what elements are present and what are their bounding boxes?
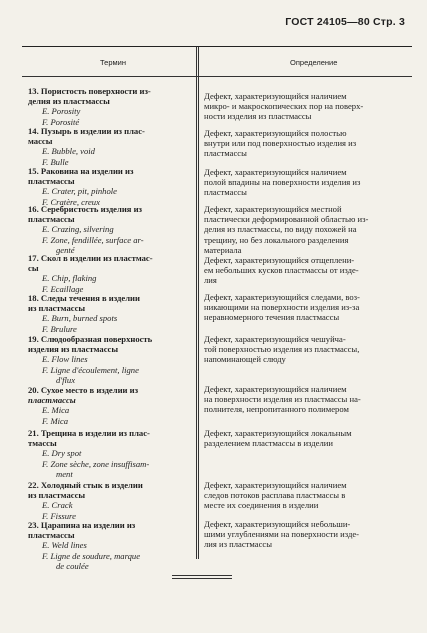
definition-line: пластмассы (204, 148, 247, 159)
page-header: ГОСТ 24105—80 Стр. 3 (285, 16, 405, 28)
definition-line: Дефект, характеризующийся наличием (204, 480, 347, 490)
definition-line: трещину, но без локального разделения (204, 234, 349, 245)
definition-line: пластически деформированной областью из- (204, 214, 369, 225)
definition-entry (204, 384, 404, 415)
term-french: F. Ligne d'écoulement, ligne (42, 364, 139, 375)
term-entry (28, 204, 192, 255)
definition-entry (204, 128, 404, 159)
definition-entry (204, 204, 404, 255)
definition-line: полнителя, непропитанного полимером (204, 404, 349, 415)
definition-line: Дефект, характеризующийся наличием (204, 167, 347, 177)
term-french: F. Bulle (42, 156, 69, 167)
term-french: F. Zone sèche, zone insuffisam- (42, 458, 150, 469)
term-english: E. Flow lines (42, 354, 88, 365)
term-entry (28, 166, 192, 207)
term-title-line: 14. Пузырь в изделии из плас- (28, 126, 145, 136)
column-header-term: Термин (100, 58, 126, 67)
footer-rule (172, 575, 232, 576)
definition-entry (204, 292, 404, 323)
definition-line: Дефект, характеризующийся чешуйча- (204, 334, 346, 344)
definition-line: Дефект, характеризующийся следами, воз- (204, 292, 360, 302)
term-english: E. Crazing, silvering (42, 224, 114, 235)
term-title-line: 21. Трещина в изделии из плас- (28, 428, 150, 438)
definition-line: Дефект, характеризующийся наличием (204, 91, 347, 101)
term-title-line: 17. Скол в изделии из пластмас- (28, 253, 153, 263)
definition-entry (204, 255, 404, 286)
term-title-line: изделия из пластмассы (28, 344, 119, 355)
term-title-line: пластмассы (28, 530, 75, 541)
definition-entry (204, 428, 404, 448)
definition-line: ем небольших кусков пластмассы от изде- (204, 265, 359, 276)
term-entry (28, 385, 192, 426)
term-title-line: пластмассы (28, 395, 76, 406)
definition-entry (204, 519, 404, 550)
definition-line: материала (204, 244, 242, 255)
definition-line: неравномерного течения пластмассы (204, 312, 340, 323)
term-title-line: тмассы (28, 438, 57, 449)
term-entry (28, 334, 192, 385)
term-title-line: из пластмассы (28, 490, 86, 501)
term-title-line: делия из пластмассы (28, 96, 110, 107)
definition-line: разделением пластмассы в изделии (204, 438, 333, 449)
definition-line: напоминающей слюду (204, 354, 286, 365)
term-french: F. Ecaillage (42, 283, 84, 294)
term-english: E. Crack (42, 500, 73, 511)
definition-line: лия из пластмассы (204, 539, 272, 550)
definition-line: лия (204, 275, 217, 286)
definition-line: месте их соединения в изделии (204, 500, 319, 511)
term-title-line: 13. Пористость поверхности из- (28, 86, 151, 96)
definition-line: внутри или под поверхностью изделия из (204, 138, 357, 149)
definition-entry (204, 480, 404, 511)
definition-entry (204, 167, 404, 198)
definition-line: на поверхности изделия из пластмассы на- (204, 394, 361, 405)
term-title-line: 16. Серебристость изделия из (28, 204, 142, 214)
term-entry (28, 480, 192, 521)
definition-entry (204, 334, 404, 365)
definition-line: той поверхностью изделия из пластмассы, (204, 344, 360, 355)
term-english: E. Burn, burned spots (42, 313, 118, 324)
term-french: F. Cratère, creux (42, 196, 100, 207)
term-french: F. Porosité (42, 116, 80, 127)
term-title-line: сы (28, 263, 39, 274)
definition-line: ности изделия из пластмассы (204, 111, 312, 122)
definition-line: шими углублениями на поверхности изде- (204, 529, 360, 540)
term-french: d'flux (56, 374, 76, 385)
term-entry (28, 520, 192, 571)
header-rule (22, 76, 412, 77)
term-title-line: 19. Слюдообразная поверхность (28, 334, 153, 344)
table-header (22, 48, 412, 76)
term-french: F. Fissure (42, 510, 76, 521)
term-french: de coulée (56, 560, 89, 571)
term-english: E. Mica (42, 405, 70, 416)
term-french: F. Ligne de soudure, marque (42, 550, 141, 561)
term-entry (28, 86, 192, 127)
term-title-line: пластмассы (28, 176, 75, 187)
term-title-line: пластмассы (28, 214, 75, 225)
footer-rule (172, 578, 232, 579)
term-title-line: 15. Раковина на изделии из (28, 166, 134, 176)
term-english: E. Porosity (42, 106, 81, 117)
definition-line: делия из пластмассы, по виду похожей на (204, 224, 357, 235)
definition-line: Дефект, характеризующийся отщеплени- (204, 255, 355, 265)
term-title-line: 18. Следы течения в изделии (28, 293, 140, 303)
definition-line: Дефект, характеризующийся полостью (204, 128, 347, 138)
definition-line: пластмассы (204, 187, 247, 198)
term-french: ment (56, 468, 73, 479)
definition-line: Дефект, характеризующийся местной (204, 204, 342, 214)
definition-line: никающими на поверхности изделия из-за (204, 302, 360, 313)
column-header-definition: Определение (290, 58, 338, 67)
term-english: E. Bubble, void (42, 146, 95, 157)
term-french: F. Brulure (42, 323, 77, 334)
term-english: E. Chip, flaking (42, 273, 97, 284)
definition-line: полой впадины на поверхности изделия из (204, 177, 361, 188)
term-title-line: из пластмассы (28, 303, 86, 314)
term-title-line: 23. Царапина на изделии из (28, 520, 136, 530)
definition-line: Дефект, характеризующийся наличием (204, 384, 347, 394)
table-top-rule (22, 46, 412, 47)
term-title-line: 22. Холодный стык в изделии (28, 480, 143, 490)
definition-line: Дефект, характеризующийся небольши- (204, 519, 351, 529)
term-entry (28, 428, 192, 479)
term-english: E. Dry spot (42, 448, 82, 459)
term-french: F. Mica (42, 415, 69, 426)
definition-entry (204, 91, 404, 122)
column-divider-double (198, 47, 199, 559)
term-entry (28, 293, 192, 334)
term-entry (28, 126, 192, 167)
term-french: F. Zone, fendillée, surface ar- (42, 234, 144, 245)
definition-line: микро- и макроскопических пор на поверх- (204, 101, 364, 112)
term-english: E. Crater, pit, pinhole (42, 186, 117, 197)
column-divider (196, 47, 197, 559)
term-title-line: массы (28, 136, 53, 147)
definition-line: Дефект, характеризующийся локальным (204, 428, 352, 438)
term-english: E. Weld lines (42, 540, 87, 551)
term-title-line: 20. Сухое место в изделии из (28, 385, 139, 395)
term-french: genté (56, 244, 75, 255)
term-entry (28, 253, 192, 294)
definition-line: следов потоков расплава пластмассы в (204, 490, 346, 501)
